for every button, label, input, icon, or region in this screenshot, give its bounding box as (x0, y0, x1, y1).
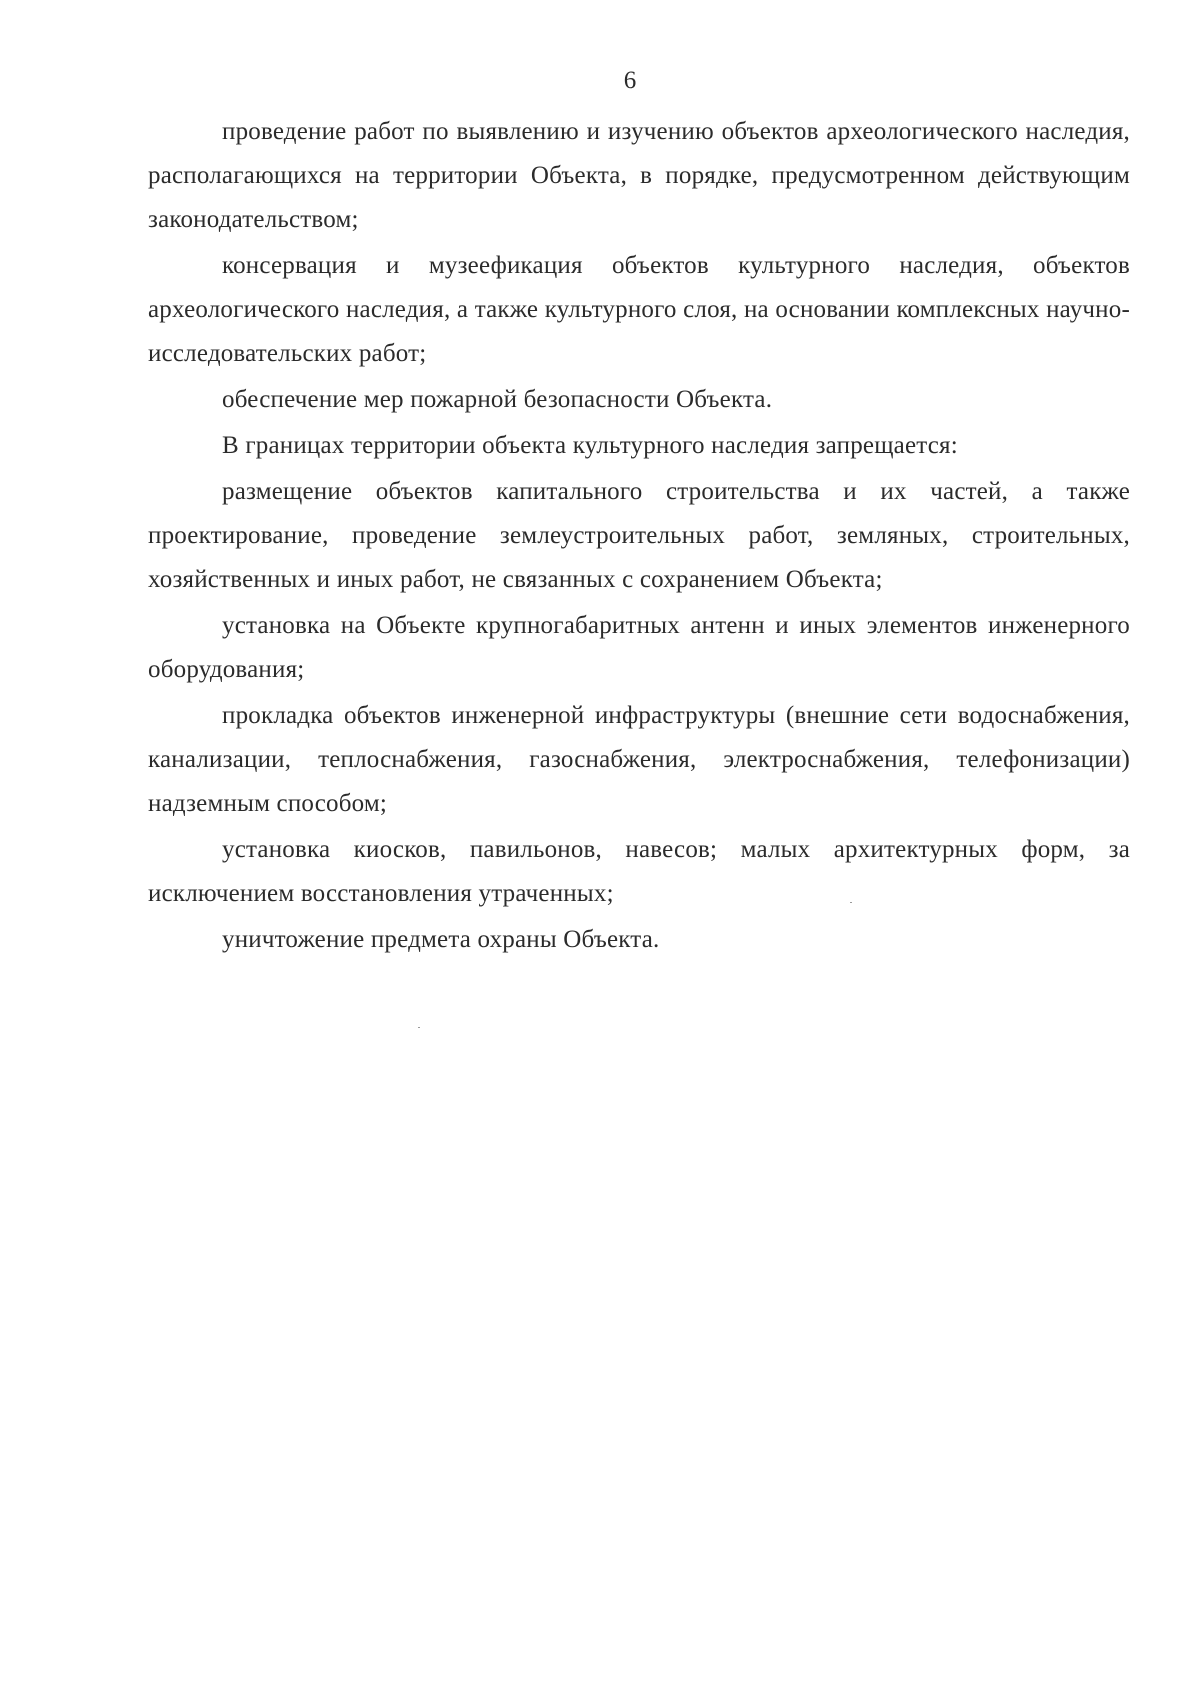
paragraph-destruction-ban: уничтожение предмета охраны Объекта. (222, 926, 660, 953)
paragraph-construction-ban: размещение объектов капитального строительства и их частей, а также проектирование, проведение землеустроительных работ, земляных, строительных, хозяйственных и иных работ, не связанных с сохранением Объекта; (148, 478, 1130, 593)
scan-speck (850, 902, 852, 903)
scan-speck (418, 1027, 420, 1028)
page-number: 6 (623, 67, 637, 94)
paragraph-archaeological-works: проведение работ по выявлению и изучению объектов археологического наследия, располагающихся на территории Объекта, в порядке, предусмотренном действующим законодательством; (148, 118, 1130, 233)
paragraph-prohibitions-heading: В границах территории объекта культурного наследия запрещается: (222, 432, 958, 459)
paragraph-fire-safety: обеспечение мер пожарной безопасности Объекта. (222, 386, 773, 413)
document-body (148, 110, 1130, 962)
paragraph-kiosk-ban: установка киосков, павильонов, навесов; малых архитектурных форм, за исключением восстановления утраченных; (148, 836, 1130, 907)
paragraph-infrastructure-ban: прокладка объектов инженерной инфраструктуры (внешние сети водоснабжения, канализации, теплоснабжения, газоснабжения, электроснабжения, телефонизации) надземным способом; (148, 702, 1130, 817)
paragraph-conservation: консервация и музеефикация объектов культурного наследия, объектов археологического наследия, а также культурного слоя, на основании комплексных научно-исследовательских работ; (148, 252, 1130, 367)
paragraph-antenna-ban: установка на Объекте крупногабаритных антенн и иных элементов инженерного оборудования; (148, 612, 1130, 683)
